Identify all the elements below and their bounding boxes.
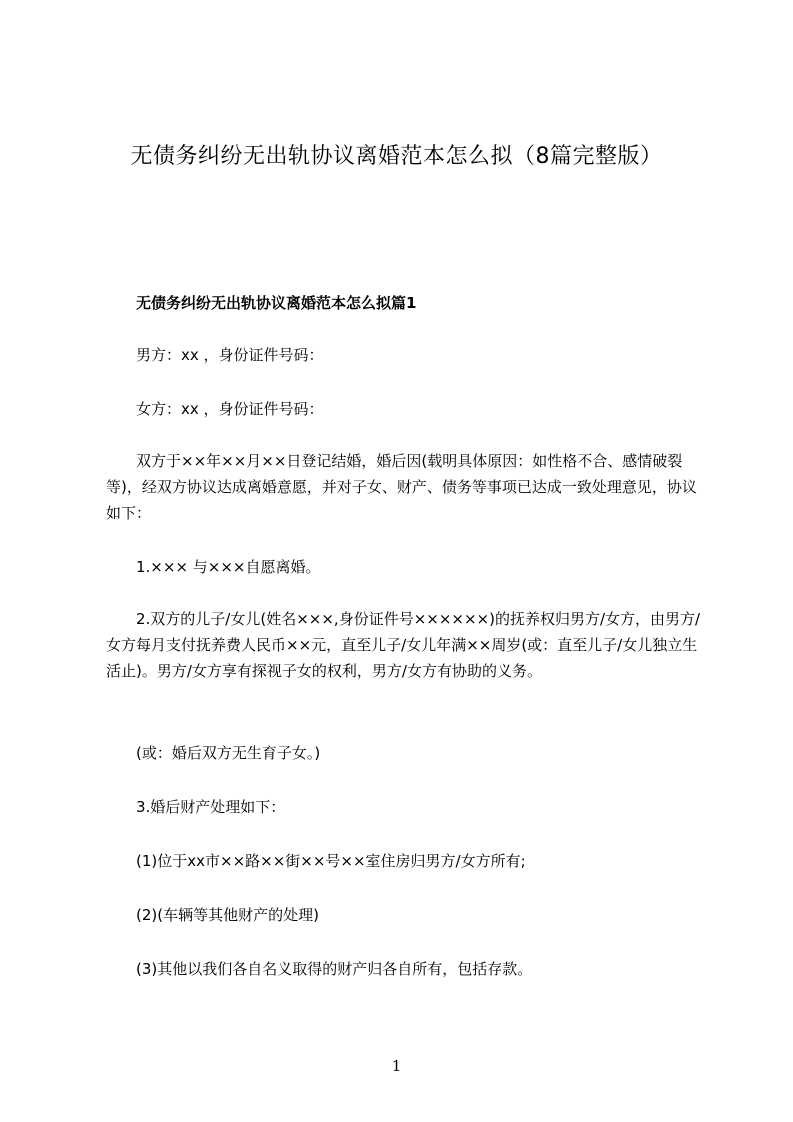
paragraph-subitem-1: (1)位于xx市××路××街××号××室住房归男方/女方所有; — [136, 852, 526, 870]
document-title: 无债务纠纷无出轨协议离婚范本怎么拟（8篇完整版） — [130, 144, 663, 169]
page-number: 1 — [391, 1057, 402, 1075]
paragraph-alternative: (或：婚后双方无生育子女。) — [136, 744, 321, 762]
paragraph-item-2: 2.双方的儿子/女儿(姓名×××,身份证件号××××××)的抚养权归男方/女方，由男方/女方每月支付抚养费人民币××元，直至儿子/女儿年满××周岁(或：直至儿子/女儿独立生活止)。男方/女方享有探视子女的权利，男方/女方有协助的义务。 — [106, 610, 701, 680]
paragraph-subitem-2: (2)(车辆等其他财产的处理) — [136, 906, 319, 924]
section-heading: 无债务纠纷无出轨协议离婚范本怎么拟篇1 — [136, 294, 417, 312]
paragraph-female-party: 女方：xx ，身份证件号码： — [136, 400, 324, 418]
paragraph-item-3: 3.婚后财产处理如下： — [136, 798, 286, 816]
paragraph-subitem-3: (3)其他以我们各自名义取得的财产归各自所有，包括存款。 — [136, 960, 533, 978]
paragraph-male-party: 男方：xx ，身份证件号码： — [136, 346, 324, 364]
paragraph-marriage-details: 双方于××年××月××日登记结婚，婚后因(载明具体原因：如性格不合、感情破裂等)，经双方协议达成离婚意愿，并对子女、财产、债务等事项已达成一致处理意见，协议如下： — [106, 452, 697, 522]
paragraph-item-1: 1.××× 与×××自愿离婚。 — [136, 558, 321, 576]
